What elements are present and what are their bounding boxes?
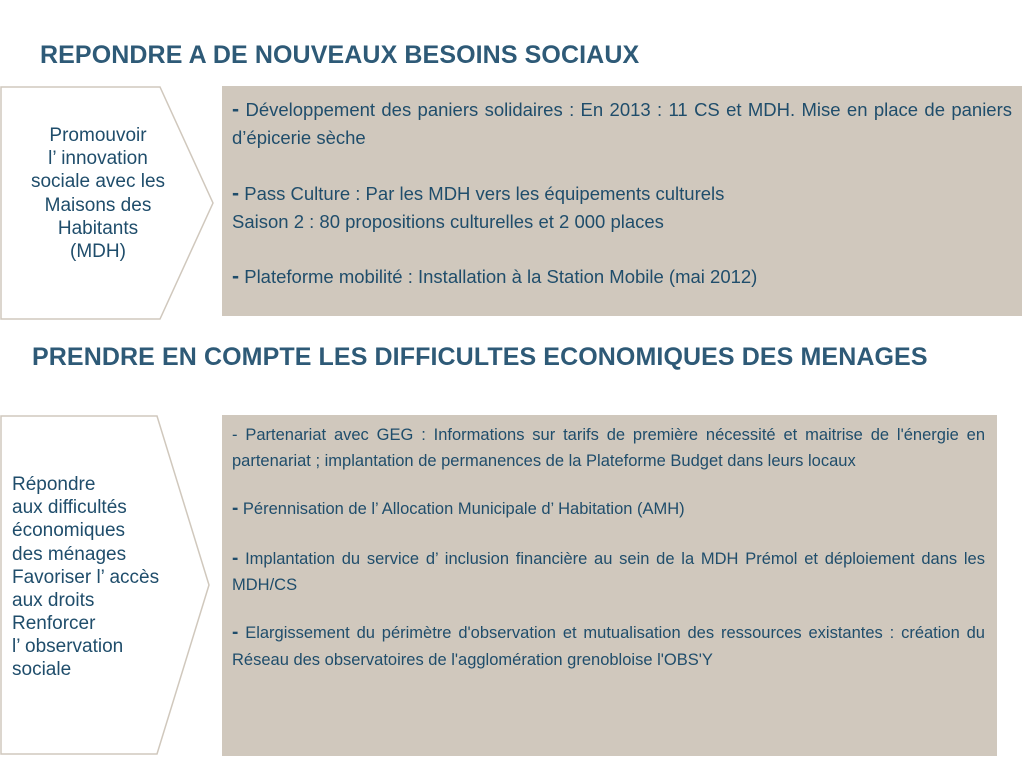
section2-chevron xyxy=(0,415,220,755)
section2-title: PRENDRE EN COMPTE LES DIFFICULTES ECONOMIQUES DES MENAGES xyxy=(32,343,928,371)
section2-item xyxy=(232,423,985,474)
chevron2-line: l’ observation xyxy=(12,636,124,658)
bullet: - xyxy=(232,498,239,520)
chevron1-line: Habitants xyxy=(57,217,139,239)
section1-title: REPONDRE A DE NOUVEAUX BESOINS SOCIAUX xyxy=(40,41,640,69)
section2-item xyxy=(232,494,985,523)
item-text: Elargissement du périmètre d'observation et mutualisation des ressources existantes : création du Réseau des observatoires de l'agglomération grenobloise l'OBS'Y xyxy=(232,624,985,669)
section2-chevron-text xyxy=(12,473,212,682)
item-text: Partenariat avec GEG : Informations sur tarifs de première nécessité et maitrise de l'énergie en partenariat ; implantation de permanences de la Plateforme Budget dans leurs locaux xyxy=(232,426,986,470)
chevron1-line: sociale avec les xyxy=(30,171,166,193)
item-text: Implantation du service d’ inclusion financière au sein de la MDH Prémol et déploiement dans les MDH/CS xyxy=(232,549,985,594)
chevron2-line: Répondre xyxy=(12,474,96,495)
bullet: - xyxy=(232,97,240,121)
chevron2-line: des ménages xyxy=(12,543,127,565)
item-text: Plateforme mobilité : Installation à la Station Mobile (mai 2012) xyxy=(244,266,758,288)
chevron1-line: (MDH) xyxy=(70,240,126,262)
section1-item xyxy=(232,261,1012,292)
item-text: Développement des paniers solidaires : En 2013 : 11 CS et MDH. Mise en place de paniers d’épicerie sèche xyxy=(232,99,1013,148)
chevron2-line: Renforcer xyxy=(12,613,96,635)
section2-item xyxy=(232,618,985,673)
chevron2-line: Favoriser l’ accès xyxy=(12,566,160,588)
section1-item xyxy=(232,178,1012,236)
bullet: - xyxy=(232,622,239,644)
section1-item xyxy=(232,94,1012,152)
item-text-line2: Saison 2 : 80 propositions culturelles et 2 000 places xyxy=(232,210,664,232)
chevron1-line: Maisons des xyxy=(44,194,152,216)
chevron2-line: aux difficultés xyxy=(12,497,127,519)
section1-chevron xyxy=(0,86,220,320)
bullet: - xyxy=(232,264,240,289)
chevron2-line: économiques xyxy=(12,520,126,542)
section1-chevron-text xyxy=(0,124,196,263)
bullet: - xyxy=(232,426,238,444)
item-text: Pass Culture : Par les MDH vers les équipements culturels xyxy=(244,182,725,204)
chevron1-line: Promouvoir xyxy=(49,125,147,146)
item-text: Pérennisation de l’ Allocation Municipale d’ Habitation (AMH) xyxy=(242,500,685,519)
bullet: - xyxy=(232,547,239,569)
chevron2-line: sociale xyxy=(12,659,72,681)
section2-panel xyxy=(222,415,997,756)
section2-item xyxy=(232,544,985,599)
chevron2-line: aux droits xyxy=(12,589,95,611)
section1-panel xyxy=(222,86,1022,316)
bullet: - xyxy=(232,180,240,205)
chevron1-line: l’ innovation xyxy=(48,148,148,170)
